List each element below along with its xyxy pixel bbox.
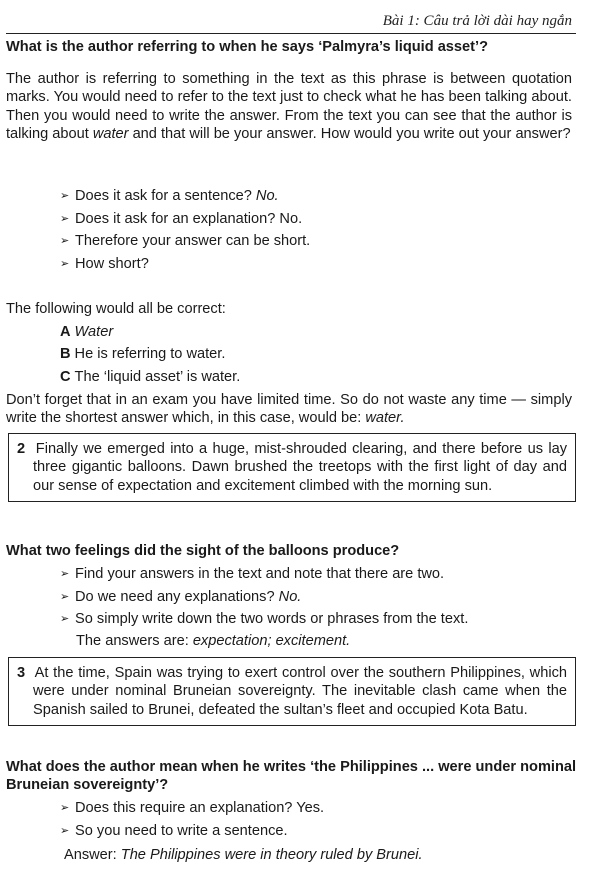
- list-item: [60, 588, 468, 611]
- answer-text: expectation; excitement.: [192, 633, 351, 649]
- arrowhead-bullet-icon: ➢: [60, 802, 70, 814]
- option-letter: A: [60, 324, 71, 340]
- bullet-list-3: [60, 799, 324, 844]
- question-1: What is the author referring to when he says ‘Palmyra’s liquid asset’?: [6, 39, 488, 55]
- passage-number: 3: [17, 665, 26, 681]
- explanation-1: [6, 70, 572, 144]
- list-item: [60, 799, 324, 822]
- passage-2: [17, 440, 567, 495]
- answer-options: [60, 323, 240, 390]
- correct-intro: The following would all be correct:: [6, 301, 226, 317]
- bullet-list-2: [60, 565, 468, 633]
- passage-text: Finally we emerged into a huge, mist-shrouded clearing, and there before us lay three gigantic balloons. Dawn brushed the treetops with the first light of day and our sense of expectation and excitement climbed with the morning sun.: [33, 441, 567, 494]
- option-letter: B: [60, 346, 71, 363]
- list-item: [60, 255, 310, 278]
- exam-tip-text: Don’t forget that in an exam you have limited time. So do not waste any time — simply write the shortest answer which, in this case, would be:: [6, 392, 572, 427]
- arrowhead-bullet-icon: ➢: [60, 212, 70, 225]
- bullet-list-1: [60, 187, 310, 277]
- arrowhead-bullet-icon: ➢: [60, 613, 70, 626]
- arrowhead-bullet-icon: ➢: [60, 190, 70, 202]
- list-item: [60, 187, 310, 210]
- list-item: [60, 565, 468, 588]
- arrowhead-bullet-icon: ➢: [60, 235, 70, 248]
- option-a: [60, 323, 240, 345]
- arrowhead-bullet-icon: ➢: [60, 568, 70, 580]
- bullet-text: Find your answers in the text and note that there are two.: [75, 566, 445, 582]
- bullet-text: Does it ask for a sentence?: [75, 188, 256, 204]
- answer-label: Answer:: [64, 847, 121, 863]
- bullet-text: Does this require an explanation? Yes.: [75, 800, 325, 816]
- bullet-emphasis: No.: [278, 588, 302, 605]
- answer-2: [76, 632, 350, 650]
- passage-number: 2: [17, 441, 26, 457]
- passage-3: [17, 664, 567, 719]
- bullet-emphasis: No.: [255, 188, 279, 204]
- question-3: What does the author mean when he writes ‘the Philippines ... were under nominal Bruneian sovereignty’?: [6, 759, 577, 794]
- list-item: [60, 232, 310, 255]
- list-item: [60, 210, 310, 233]
- page-header: Bài 1: Câu trả lời dài hay ngắn: [382, 13, 572, 29]
- option-text: The ‘liquid asset’ is water.: [74, 368, 241, 385]
- bullet-text: How short?: [75, 255, 149, 272]
- arrowhead-bullet-icon: ➢: [60, 824, 70, 837]
- answer-label: The answers are:: [76, 633, 193, 649]
- bullet-text: Do we need any explanations?: [75, 588, 279, 605]
- bullet-text: Therefore your answer can be short.: [75, 233, 311, 250]
- answer-text: The Philippines were in theory ruled by Brunei.: [120, 847, 423, 863]
- exam-tip: [6, 391, 572, 428]
- exam-tip-emphasis: water.: [365, 410, 405, 427]
- option-text: Water: [74, 324, 114, 340]
- header-rule: [6, 33, 576, 34]
- explanation-1-text: The author is referring to something in the text as this phrase is between quotation marks. You would need to refer to the text just to check what he has been talking about. Then you would need to write the answer. From the text you can see that the author is talking about: [6, 71, 572, 143]
- passage-box-3: [8, 657, 576, 726]
- option-text: He is referring to water.: [74, 346, 226, 363]
- explanation-1-emphasis: water: [92, 126, 129, 143]
- answer-3: [64, 846, 423, 864]
- option-letter: C: [60, 368, 71, 385]
- list-item: [60, 822, 324, 845]
- list-item: [60, 610, 468, 633]
- bullet-text: So simply write down the two words or phrases from the text.: [75, 611, 469, 628]
- explanation-1-text-end: and that will be your answer. How would you write out your answer?: [128, 126, 571, 143]
- bullet-text: So you need to write a sentence.: [75, 822, 288, 839]
- arrowhead-bullet-icon: ➢: [60, 590, 70, 603]
- passage-text: At the time, Spain was trying to exert control over the southern Philippines, which were under nominal Bruneian sovereignty. The inevitable clash came when the Spanish sailed to Brunei, defeated the sultan’s fleet and occupied Kota Batu.: [33, 665, 567, 718]
- option-c: [60, 368, 240, 390]
- option-b: [60, 345, 240, 367]
- arrowhead-bullet-icon: ➢: [60, 257, 70, 270]
- question-2: What two feelings did the sight of the balloons produce?: [6, 543, 400, 559]
- passage-box-2: [8, 433, 576, 502]
- bullet-text: Does it ask for an explanation? No.: [75, 210, 303, 227]
